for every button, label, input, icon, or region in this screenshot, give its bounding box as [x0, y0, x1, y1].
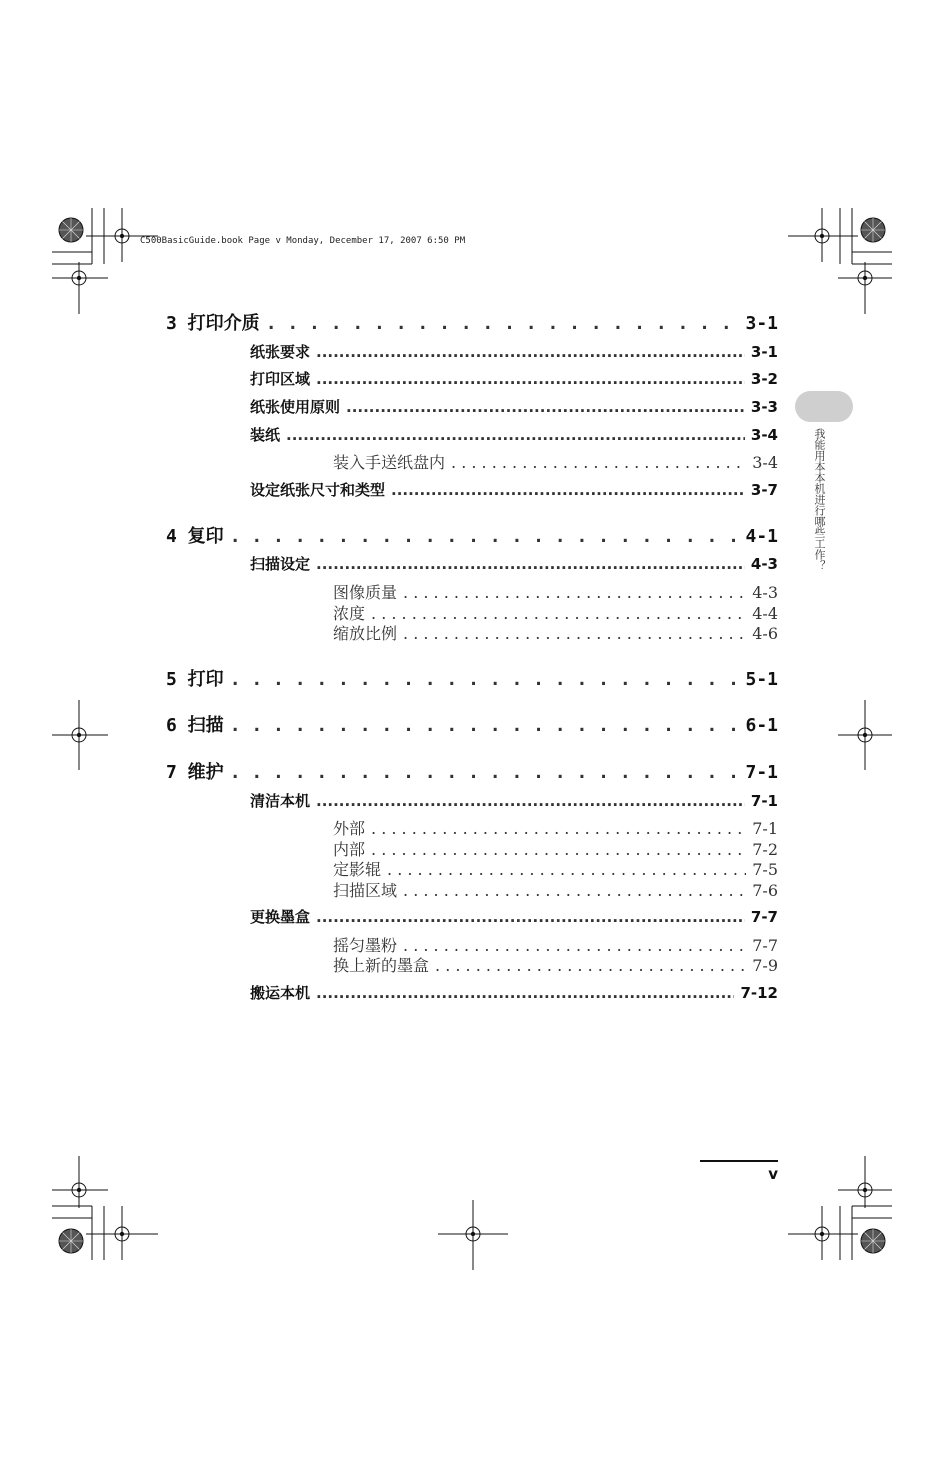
leader-dots — [316, 343, 745, 361]
leader-dots — [391, 481, 745, 499]
leader-dots — [371, 819, 746, 838]
toc-entry[interactable] — [250, 368, 778, 389]
leader-dots — [316, 984, 734, 1002]
toc-title: 4 复印 — [166, 526, 224, 547]
toc-entry[interactable] — [250, 553, 778, 574]
leader-dots — [316, 370, 745, 388]
toc-entry[interactable] — [333, 953, 778, 976]
leader-dots — [451, 453, 746, 472]
toc-title: 扫描区域 — [333, 881, 398, 900]
toc-entry[interactable] — [333, 621, 778, 644]
toc-page: 7-7 — [752, 936, 778, 955]
toc-title: 纸张要求 — [250, 343, 311, 361]
toc-title: 装纸 — [250, 426, 281, 444]
toc-page: 7-1 — [745, 762, 778, 783]
toc-title: 3 打印介质 — [166, 313, 260, 334]
toc-page: 6-1 — [745, 715, 778, 736]
toc-page: 3-3 — [750, 398, 778, 416]
toc-page: 5-1 — [745, 669, 778, 690]
toc-page: 3-1 — [745, 313, 778, 334]
toc-entry[interactable] — [333, 816, 778, 839]
leader-dots — [387, 860, 746, 879]
toc-title: 设定纸张尺寸和类型 — [250, 481, 386, 499]
leader-dots — [230, 669, 740, 690]
toc-page: 7-12 — [740, 984, 778, 1002]
toc-title: 5 打印 — [166, 669, 224, 690]
chapter-thumb-tab[interactable] — [795, 391, 853, 422]
toc-title: 打印区域 — [250, 370, 311, 388]
toc-page: 7-2 — [752, 840, 778, 859]
toc-title: 换上新的墨盒 — [333, 956, 430, 975]
toc-entry[interactable] — [250, 790, 778, 811]
toc-title: 摇匀墨粉 — [333, 936, 398, 955]
toc-entry[interactable] — [333, 878, 778, 901]
toc-title: 纸张使用原则 — [250, 398, 341, 416]
toc-entry[interactable] — [250, 479, 778, 500]
toc-page: 3-4 — [750, 426, 778, 444]
leader-dots — [230, 715, 740, 736]
toc-title: 6 扫描 — [166, 715, 224, 736]
toc-page: 7-6 — [752, 881, 778, 900]
toc-page: 4-3 — [752, 583, 778, 602]
print-slug: C500BasicGuide.book Page v Monday, December 17, 2007 6:50 PM — [140, 236, 466, 246]
toc-page: 4-4 — [752, 604, 778, 623]
toc-page: 7-1 — [752, 819, 778, 838]
side-tab-label: 我能用本本机进行哪些工作？ — [813, 428, 826, 571]
leader-dots — [403, 881, 746, 900]
page-number: v — [768, 1165, 778, 1183]
toc-entry[interactable] — [166, 309, 778, 335]
toc-page: 4-6 — [752, 624, 778, 643]
toc-page: 7-5 — [752, 860, 778, 879]
leader-dots — [316, 555, 745, 573]
toc-entry[interactable] — [166, 522, 778, 548]
toc-title: 定影辊 — [333, 860, 382, 879]
leader-dots — [403, 583, 746, 602]
toc-title: 浓度 — [333, 604, 366, 623]
toc-page: 7-1 — [750, 792, 778, 810]
toc-title: 缩放比例 — [333, 624, 398, 643]
toc-page: 4-3 — [750, 555, 778, 573]
toc-entry[interactable] — [333, 857, 778, 880]
toc-page: 4-1 — [745, 526, 778, 547]
toc-entry[interactable] — [333, 450, 778, 473]
toc-entry[interactable] — [250, 341, 778, 362]
toc-entry[interactable] — [166, 758, 778, 784]
leader-dots — [266, 313, 740, 334]
leader-dots — [316, 792, 745, 810]
leader-dots — [230, 526, 740, 547]
toc-title: 扫描设定 — [250, 555, 311, 573]
toc-entry[interactable] — [333, 580, 778, 603]
toc-title: 外部 — [333, 819, 366, 838]
leader-dots — [230, 762, 740, 783]
leader-dots — [435, 956, 746, 975]
toc-page: 7-9 — [752, 956, 778, 975]
toc-entry[interactable] — [166, 711, 778, 737]
toc-title: 内部 — [333, 840, 366, 859]
toc-title: 装入手送纸盘内 — [333, 453, 446, 472]
toc-page: 3-4 — [752, 453, 778, 472]
toc-title: 搬运本机 — [250, 984, 311, 1002]
toc-entry[interactable] — [250, 424, 778, 445]
toc-title: 图像质量 — [333, 583, 398, 602]
toc-page: 3-7 — [750, 481, 778, 499]
toc-title: 更换墨盒 — [250, 908, 311, 926]
toc-entry[interactable] — [250, 982, 778, 1003]
toc-page: 3-2 — [750, 370, 778, 388]
leader-dots — [286, 426, 745, 444]
leader-dots — [403, 624, 746, 643]
leader-dots — [346, 398, 745, 416]
toc-page: 3-1 — [750, 343, 778, 361]
toc-entry[interactable] — [166, 665, 778, 691]
leader-dots — [316, 908, 745, 926]
toc-entry[interactable] — [250, 906, 778, 927]
toc-page: 7-7 — [750, 908, 778, 926]
toc-title: 7 维护 — [166, 762, 224, 783]
toc-title: 清洁本机 — [250, 792, 311, 810]
footer-rule — [700, 1160, 778, 1162]
toc-entry[interactable] — [250, 396, 778, 417]
